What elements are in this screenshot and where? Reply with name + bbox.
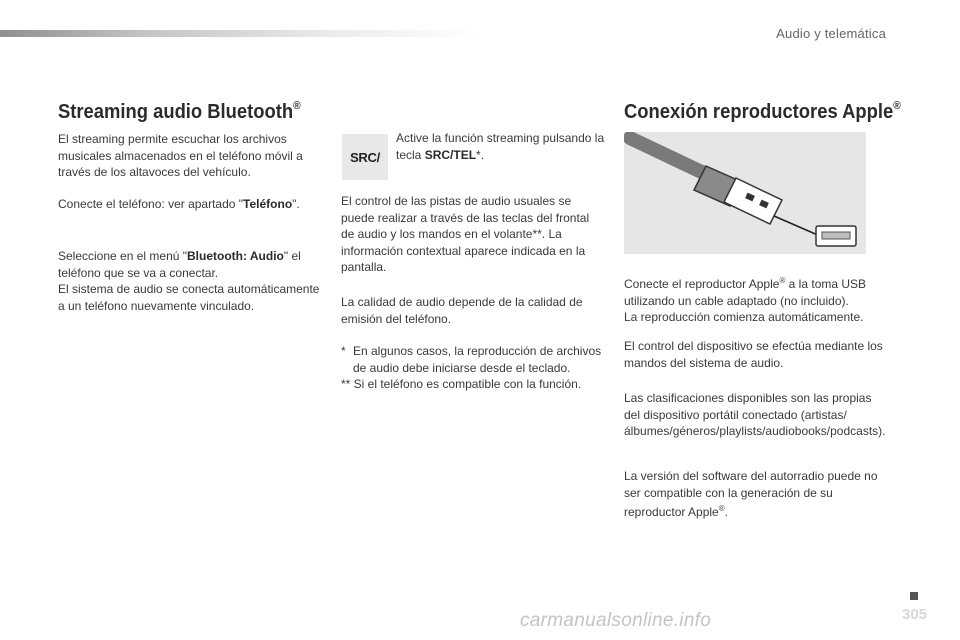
footnote-1-mark: * xyxy=(341,344,346,358)
right-paragraph-1: Conecte el reproductor Apple® a la toma USB utilizando un cable adaptado (no incluido). La reproducción comienza automáticamente. xyxy=(624,276,867,324)
right-paragraph-4: La versión del software del autorradio puede no ser compatible con la generación de su reproductor Apple®. xyxy=(624,469,878,519)
bluetooth-streaming-heading: Streaming audio Bluetooth® xyxy=(58,100,301,123)
left-paragraph-3: Seleccione en el menú "Bluetooth: Audio" el teléfono que se va a conectar. El sistema de audio se conecta automáticamente a un teléfono nuevamente vinculado. xyxy=(58,249,320,313)
page-marker xyxy=(910,592,918,600)
footnotes xyxy=(341,343,603,393)
right-paragraph-2: El control del dispositivo se efectúa mediante los mandos del sistema de audio. xyxy=(624,339,883,370)
right-paragraph-3: Las clasificaciones disponibles son las propias del dispositivo portátil conectado (artistas/álbumes/géneros/playlists/audiobooks/podcasts). xyxy=(624,391,886,438)
footnote-2: ** Si el teléfono es compatible con la función. xyxy=(341,377,582,391)
middle-paragraph-1: Active la función streaming pulsando la tecla SRC/TEL*. xyxy=(396,131,605,162)
section-title: Audio y telemática xyxy=(776,26,886,41)
middle-paragraph-2: El control de las pistas de audio usuales se puede realizar a través de las teclas del frontal de audio y los mandos en el volante**. La información contextual aparece indicada en la pantalla. xyxy=(341,194,590,274)
footnote-1-text: En algunos casos, la reproducción de archivos de audio debe iniciarse desde el teclado. xyxy=(353,344,602,375)
src-tel-button-icon: SRC/ xyxy=(342,134,388,180)
watermark: carmanualsonline.info xyxy=(520,610,712,631)
header-gradient-bar xyxy=(0,30,480,37)
page-number: 305 xyxy=(902,606,928,623)
left-paragraph-2: Conecte el teléfono: ver apartado "Teléfono". xyxy=(58,197,300,211)
apple-connection-heading: Conexión reproductores Apple® xyxy=(624,100,901,123)
middle-paragraph-3: La calidad de audio depende de la calidad de emisión del teléfono. xyxy=(341,295,583,326)
usb-cable-icon xyxy=(624,132,866,254)
left-paragraph-1: El streaming permite escuchar los archivos musicales almacenados en el teléfono móvil a través de los altavoces del vehículo. xyxy=(58,132,303,179)
usb-connection-illustration xyxy=(624,132,866,254)
